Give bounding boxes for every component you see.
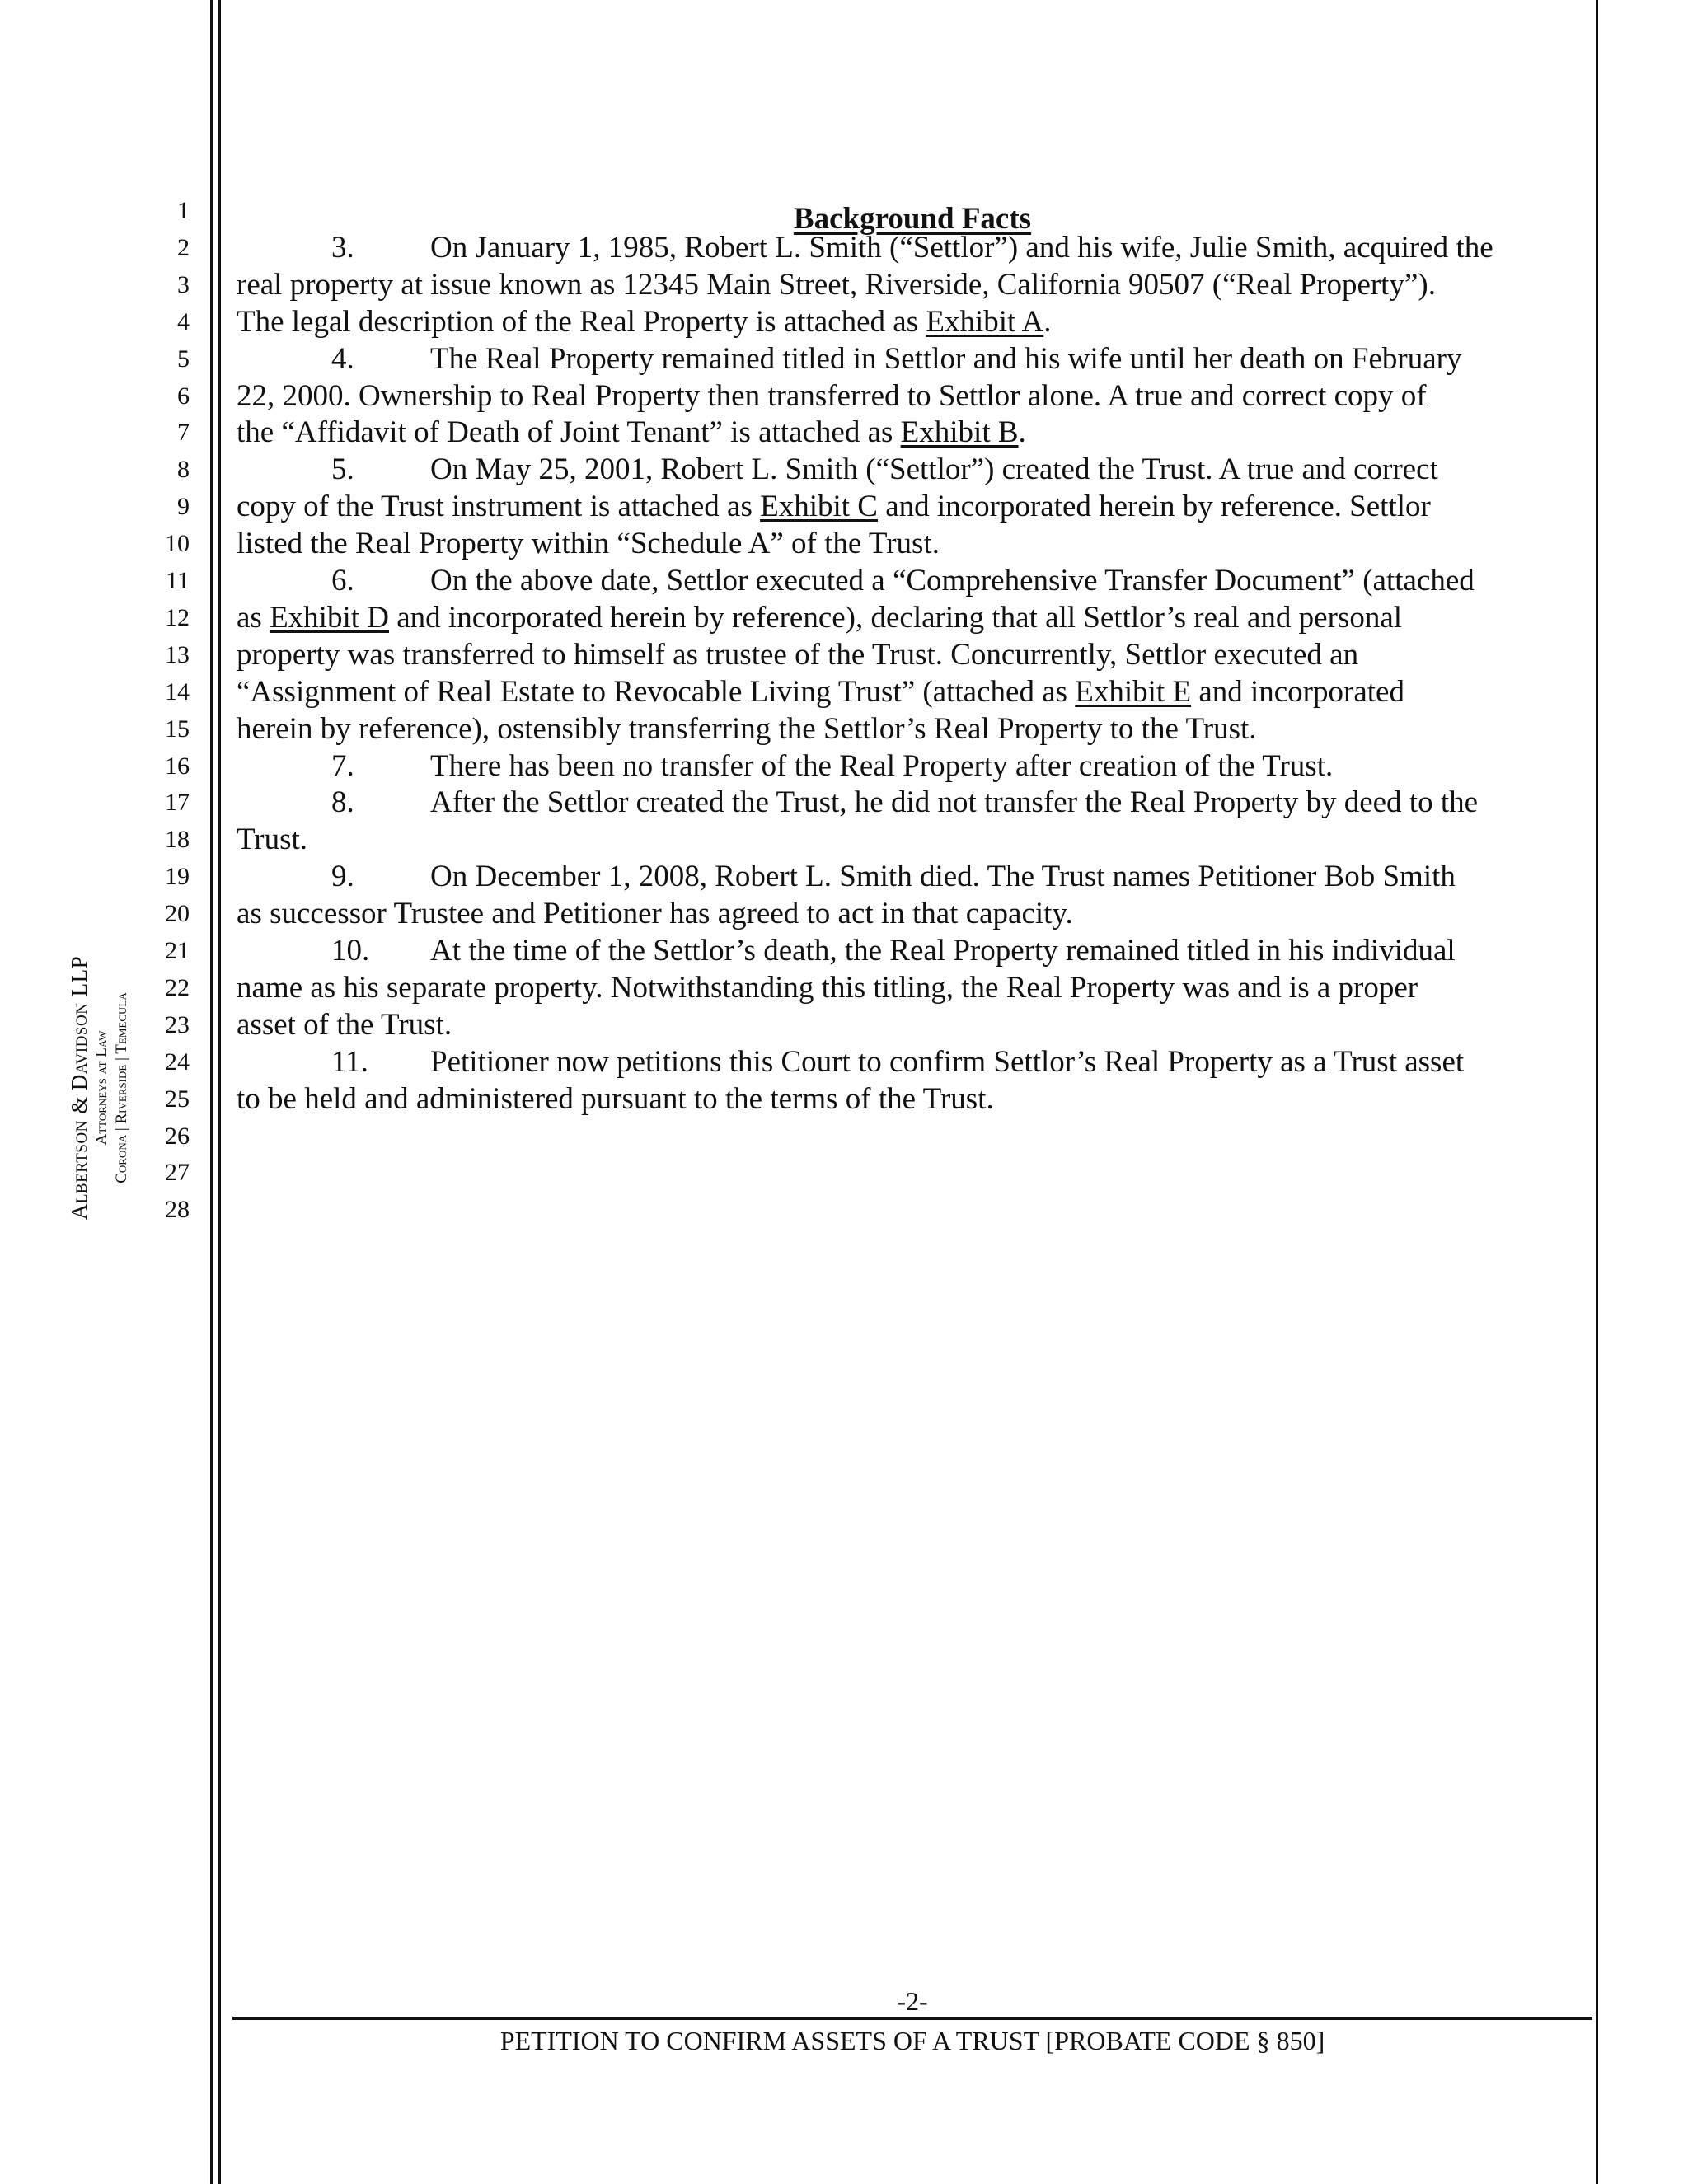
text-line: the “Affidavit of Death of Joint Tenant” is attached as Exhibit B. xyxy=(237,415,1026,450)
text-line: to be held and administered pursuant to the terms of the Trust. xyxy=(237,1081,994,1116)
firm-subtitle: Attorneys at Law xyxy=(93,1030,110,1146)
line-number: 8 xyxy=(177,456,190,484)
paragraph-text: On May 25, 2001, Robert L. Smith (“Settlor”) created the Trust. A true and correct xyxy=(430,452,1438,487)
text-line: 22, 2000. Ownership to Real Property then transferred to Settlor alone. A true and correct copy of xyxy=(237,378,1427,413)
line-number: 24 xyxy=(165,1047,190,1076)
line-number: 6 xyxy=(177,382,190,410)
line-number: 20 xyxy=(165,900,190,928)
exhibit-reference: Exhibit C xyxy=(760,490,878,524)
text-line: property was transferred to himself as trustee of the Trust. Concurrently, Settlor executed an xyxy=(237,637,1359,672)
line-number: 16 xyxy=(165,752,190,780)
left-margin-rule-inner xyxy=(218,0,221,2184)
section-heading: Background Facts xyxy=(793,202,1032,236)
exhibit-reference: Exhibit D xyxy=(270,600,389,635)
text-line: herein by reference), ostensibly transferring the Settlor’s Real Property to the Trust. xyxy=(237,711,1257,746)
text-line: “Assignment of Real Estate to Revocable Living Trust” (attached as Exhibit E and incorporated xyxy=(237,674,1404,709)
paragraph-text: Petitioner now petitions this Court to confirm Settlor’s Real Property as a Trust asset xyxy=(430,1044,1465,1079)
firm-locations: Corona | Riverside | Temecula xyxy=(113,992,130,1183)
line-number: 14 xyxy=(165,677,190,705)
line-number: 7 xyxy=(177,419,190,447)
text-line: The legal description of the Real Property is attached as Exhibit A. xyxy=(237,304,1052,339)
paragraph-text: On the above date, Settlor executed a “Comprehensive Transfer Document” (attached xyxy=(430,564,1475,598)
paragraph-number: 3. xyxy=(331,230,354,265)
paragraph-number: 8. xyxy=(331,785,354,820)
text-line: listed the Real Property within “Schedule A” of the Trust. xyxy=(237,527,940,561)
line-number: 4 xyxy=(177,307,190,335)
line-number: 13 xyxy=(165,640,190,668)
footer-title: PETITION TO CONFIRM ASSETS OF A TRUST [PROBATE CODE § 850] xyxy=(499,2026,1325,2055)
paragraph-number: 6. xyxy=(331,564,354,598)
paragraph-number: 10. xyxy=(331,934,370,968)
line-number: 21 xyxy=(165,937,190,964)
paragraph-number: 4. xyxy=(331,341,354,376)
paragraph-number: 9. xyxy=(331,860,354,894)
line-number: 15 xyxy=(165,715,190,743)
line-number: 17 xyxy=(165,789,190,817)
line-number: 18 xyxy=(165,826,190,854)
line-number: 2 xyxy=(177,233,190,261)
exhibit-reference: Exhibit E xyxy=(1075,674,1192,709)
paragraph-number: 7. xyxy=(331,748,354,783)
text-line: name as his separate property. Notwithstanding this titling, the Real Property was and is a proper xyxy=(237,970,1418,1005)
line-number: 19 xyxy=(165,863,190,891)
footer-rule xyxy=(232,2017,1592,2020)
firm-name: Albertson & Davidson LLP xyxy=(67,955,91,1221)
paragraph-text: At the time of the Settlor’s death, the Real Property remained titled in his individual xyxy=(430,934,1456,968)
firm-sidebar xyxy=(49,923,148,1253)
paragraph-text: There has been no transfer of the Real Property after creation of the Trust. xyxy=(430,748,1334,783)
line-number: 23 xyxy=(165,1010,190,1038)
text-line: real property at issue known as 12345 Main Street, Riverside, California 90507 (“Real Property”). xyxy=(237,267,1436,302)
line-number: 22 xyxy=(165,973,190,1001)
paragraph-number: 5. xyxy=(331,452,354,487)
line-number: 27 xyxy=(165,1159,190,1187)
left-margin-rule-outer xyxy=(210,0,213,2184)
line-number: 11 xyxy=(166,567,190,594)
line-number: 3 xyxy=(177,270,190,298)
text-line: Trust. xyxy=(237,823,308,857)
line-number: 25 xyxy=(165,1085,190,1113)
line-number: 1 xyxy=(177,197,190,224)
right-margin-rule xyxy=(1596,0,1598,2184)
text-line: asset of the Trust. xyxy=(237,1007,452,1042)
page-number: -2- xyxy=(897,1986,928,2016)
paragraph-text: On December 1, 2008, Robert L. Smith died. The Trust names Petitioner Bob Smith xyxy=(430,860,1456,894)
paragraph-text: The Real Property remained titled in Settlor and his wife until her death on February xyxy=(430,341,1462,376)
line-number: 10 xyxy=(165,530,190,558)
exhibit-reference: Exhibit B xyxy=(900,415,1019,450)
text-line: as successor Trustee and Petitioner has agreed to act in that capacity. xyxy=(237,897,1073,931)
line-number: 9 xyxy=(177,493,190,521)
text-line: as Exhibit D and incorporated herein by reference), declaring that all Settlor’s real and personal xyxy=(237,600,1403,635)
exhibit-reference: Exhibit A xyxy=(926,304,1044,339)
line-number: 26 xyxy=(165,1122,190,1150)
paragraph-text: After the Settlor created the Trust, he did not transfer the Real Property by deed to the xyxy=(430,785,1479,820)
line-number: 5 xyxy=(177,344,190,373)
line-number: 28 xyxy=(165,1196,190,1224)
text-line: copy of the Trust instrument is attached as Exhibit C and incorporated herein by reference. Settlor xyxy=(237,490,1431,524)
paragraph-number: 11. xyxy=(331,1044,368,1079)
line-number: 12 xyxy=(165,603,190,631)
paragraph-text: On January 1, 1985, Robert L. Smith (“Settlor”) and his wife, Julie Smith, acquired the xyxy=(430,230,1493,265)
